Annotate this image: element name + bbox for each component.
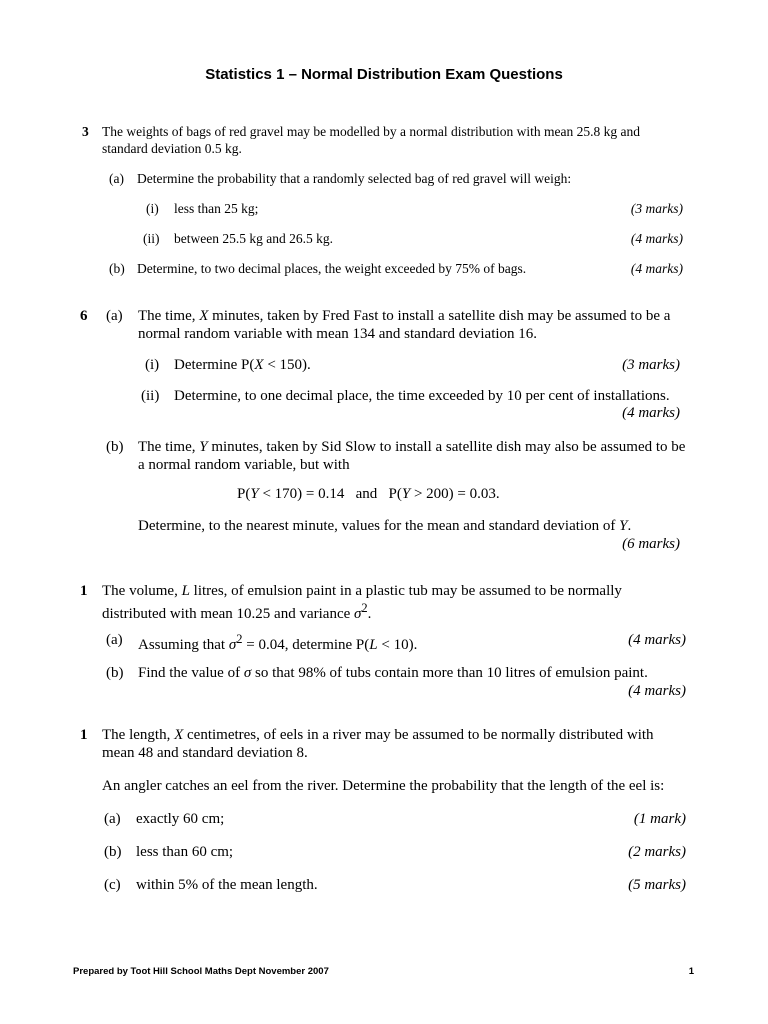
part-text: Determine, to two decimal places, the weight exceeded by 75% of bags. — [137, 261, 527, 276]
marks: (5 marks) — [628, 877, 686, 893]
part-text: The time, X minutes, taken by Fred Fast to install a satellite dish may be assumed to be a — [138, 308, 671, 324]
part-label: (b) — [106, 665, 124, 681]
subpart-label: (ii) — [141, 388, 160, 404]
part-label: (c) — [104, 877, 121, 893]
part-text: The time, Y minutes, taken by Sid Slow to install a satellite dish may also be assumed to be — [138, 439, 686, 455]
marks: (4 marks) — [630, 261, 683, 276]
marks: (6 marks) — [622, 536, 680, 552]
marks: (4 marks) — [628, 683, 686, 699]
subpart-label: (i) — [146, 201, 159, 216]
part-label: (a) — [109, 171, 124, 186]
subpart-text: less than 25 kg; — [174, 201, 259, 216]
part-text: Assuming that $\sigma^2 = 0.04$, determine P(L < 10). — [138, 632, 418, 653]
question-text: standard deviation 0.5 kg. — [102, 141, 242, 156]
subpart-text: Determine, to one decimal place, the time exceeded by 10 per cent of installations. — [174, 388, 670, 404]
question-number: 1 — [80, 583, 88, 599]
part-label: (b) — [106, 439, 124, 455]
part-text: within 5% of the mean length. — [136, 877, 318, 893]
subpart-text: between 25.5 kg and 26.5 kg. — [174, 231, 333, 246]
part-label: (a) — [106, 308, 123, 324]
question-text: The weights of bags of red gravel may be modelled by a normal distribution with mean 25.8 kg and — [102, 124, 640, 139]
subpart-label: (ii) — [143, 231, 160, 246]
subpart-label: (i) — [145, 357, 160, 373]
marks: (1 mark) — [633, 811, 686, 827]
part-text: Find the value of σ so that 98% of tubs contain more than 10 litres of emulsion paint. — [138, 665, 648, 681]
page-title: Statistics 1 – Normal Distribution Exam Questions — [205, 66, 563, 83]
question-text: The length, X centimetres, of eels in a river may be assumed to be normally distributed with — [102, 727, 654, 743]
question-number: 6 — [80, 308, 88, 324]
question-text: mean 48 and standard deviation 8. — [102, 745, 308, 761]
marks: (3 marks) — [630, 201, 683, 216]
question-number: 1 — [80, 727, 88, 743]
part-text: Determine the probability that a randomly selected bag of red gravel will weigh: — [137, 171, 572, 186]
part-label: (a) — [106, 632, 123, 648]
part-text: normal random variable with mean 134 and standard deviation 16. — [138, 326, 538, 342]
marks: (4 marks) — [628, 632, 686, 648]
marks: (4 marks) — [622, 405, 680, 421]
marks: (4 marks) — [630, 231, 683, 246]
subpart-text: Determine P(X < 150). — [174, 357, 311, 373]
part-text: a normal random variable, but with — [138, 457, 350, 473]
part-label: (b) — [104, 844, 122, 860]
marks: (2 marks) — [628, 844, 686, 860]
equation: P(Y < 170) = 0.14 and P(Y > 200) = 0.03. — [237, 486, 500, 502]
question-text: An angler catches an eel from the river. Determine the probability that the length of the eel is: — [102, 778, 665, 794]
question-number: 3 — [82, 124, 89, 139]
part-label: (a) — [104, 811, 121, 827]
part-text: Determine, to the nearest minute, values for the mean and standard deviation of Y. — [138, 518, 632, 534]
question-text: distributed with mean 10.25 and variance $\sigma^2$. — [102, 601, 372, 622]
question-text: The volume, L litres, of emulsion paint in a plastic tub may be assumed to be normally — [102, 583, 622, 599]
part-label: (b) — [109, 261, 125, 276]
part-text: less than 60 cm; — [136, 844, 234, 860]
part-text: exactly 60 cm; — [136, 811, 225, 827]
marks: (3 marks) — [622, 357, 680, 373]
footer-text: Prepared by Toot Hill School Maths Dept November 2007 — [73, 966, 329, 977]
page-number: 1 — [688, 966, 694, 977]
